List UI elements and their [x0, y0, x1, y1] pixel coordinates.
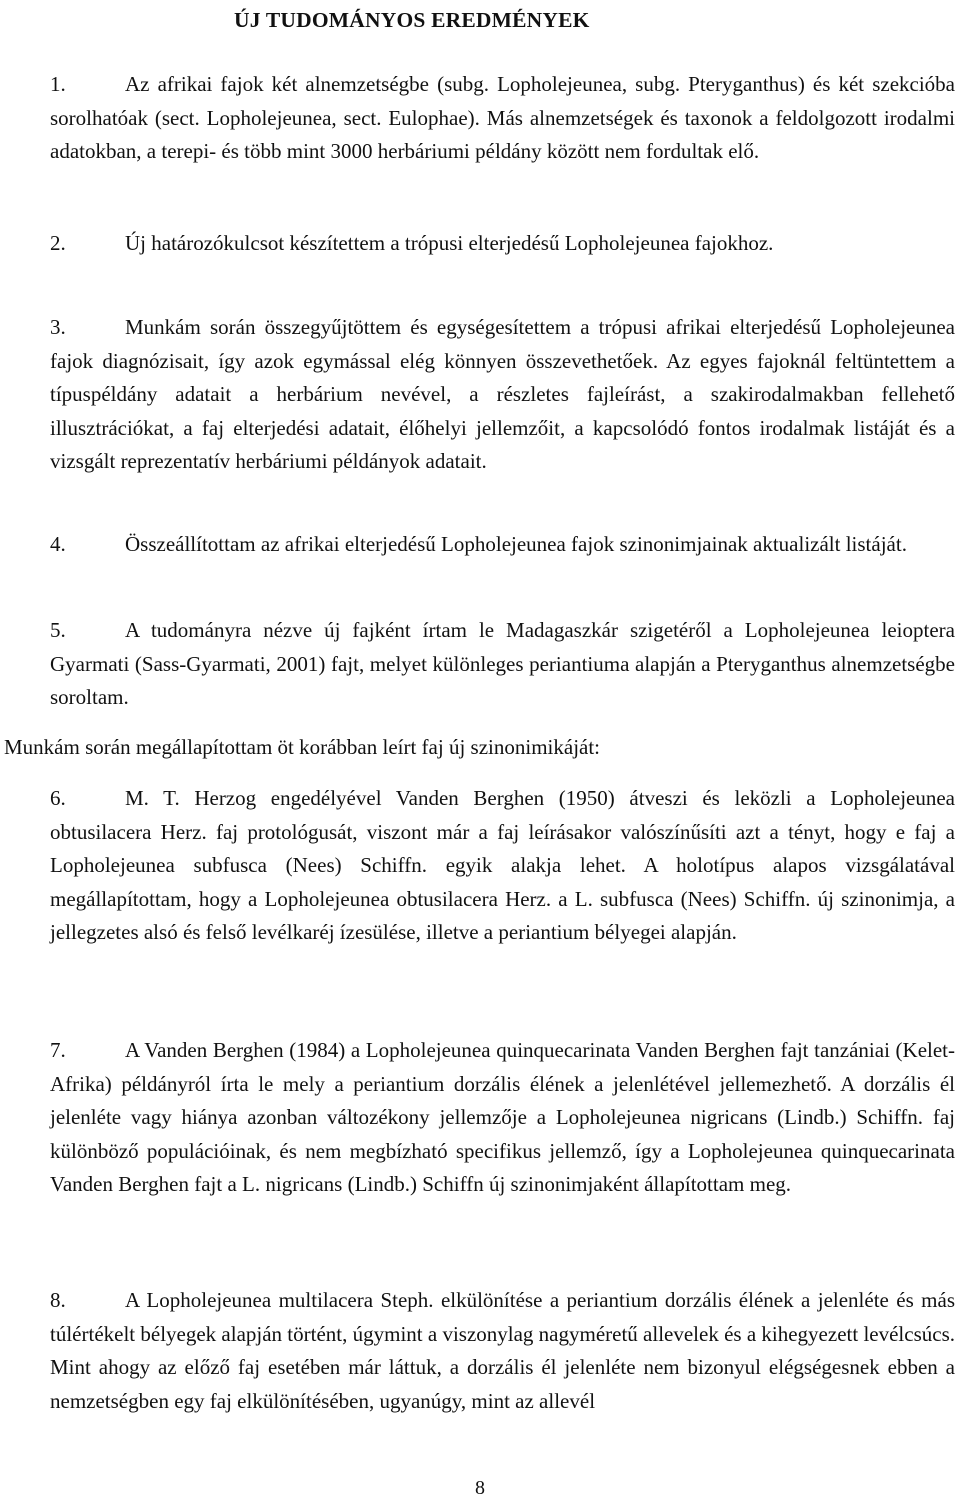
item-number: 7.	[50, 1038, 66, 1062]
result-item-4	[50, 528, 955, 562]
item-number: 2.	[50, 231, 66, 255]
result-item-1	[50, 68, 955, 169]
item-text: M. T. Herzog engedélyével Vanden Berghen (1950) átveszi és leközli a Lopholejeunea obtusilacera Herz. faj protológusát, viszont már a faj leírásakor valószínűsíti azt a tényt, hogy e faj a Lopholejeunea subfusca (Nees) Schiffn. egyik alakja lehet. A holotípus alapos vizsgálatával megállapítottam, hogy a Lopholejeunea obtusilacera Herz. a L. subfusca (Nees) Schiffn. új szinonimja, a jellegzetes alsó és felső levélkaréj ízesülése, illetve a periantium bélyegei alapján.	[50, 786, 955, 944]
result-item-8	[50, 1284, 955, 1418]
result-item-7	[50, 1034, 955, 1202]
item-number: 3.	[50, 315, 66, 339]
page-number: 8	[475, 1477, 485, 1499]
item-text: A tudományra nézve új fajként írtam le Madagaszkár szigetéről a Lopholejeunea leioptera Gyarmati (Sass-Gyarmati, 2001) fajt, melyet különleges periantiuma alapján a Pteryganthus alnemzetségbe soroltam.	[50, 618, 955, 709]
item-text: A Vanden Berghen (1984) a Lopholejeunea quinquecarinata Vanden Berghen fajt tanzániai (Kelet-Afrika) példányról írta le mely a periantium dorzális élének a jelenlétével jellemezhető. A dorzális él jelenléte vagy hiánya azonban változékony jellemzője a Lopholejeunea nigricans (Lindb.) Schiffn. faj különböző populációinak, és nem megbízható specifikus jellemző, így a Lopholejeunea quinquecarinata Vanden Berghen fajt a L. nigricans (Lindb.) Schiffn új szinonimjaként állapítottam meg.	[50, 1038, 955, 1196]
item-number: 1.	[50, 72, 66, 96]
item-number: 6.	[50, 786, 66, 810]
result-item-6	[50, 782, 955, 950]
item-text: Munkám során összegyűjtöttem és egységesítettem a trópusi afrikai elterjedésű Lopholejeunea fajok diagnózisait, így azok egymással elég könnyen összevethetőek. Az egyes fajoknál feltüntettem a típuspéldány adatait a herbárium nevével, a részletes fajleírást, a szakirodalmakban fellehető illusztrációkat, a faj elterjedési adatait, élőhelyi jellemzőit, a kapcsolódó fontos irodalmak listáját és a vizsgált reprezentatív herbáriumi példányok adatait.	[50, 315, 955, 473]
result-item-5	[50, 614, 955, 715]
page-heading: ÚJ TUDOMÁNYOS EREDMÉNYEK	[234, 8, 590, 32]
item-text: Új határozókulcsot készítettem a trópusi elterjedésű Lopholejeunea fajokhoz.	[125, 231, 774, 255]
item-text: Az afrikai fajok két alnemzetségbe (subg. Lopholejeunea, subg. Pteryganthus) és két szekcióba sorolhatóak (sect. Lopholejeunea, sect. Eulophae). Más alnemzetségek és taxonok a feldolgozott irodalmi adatokban, a terepi- és több mint 3000 herbáriumi példány között nem fordultak elő.	[50, 72, 955, 163]
item-number: 5.	[50, 618, 66, 642]
item-number: 8.	[50, 1288, 66, 1312]
synonymy-intro: Munkám során megállapítottam öt korábban leírt faj új szinonimikáját:	[4, 735, 601, 759]
result-item-3	[50, 311, 955, 479]
item-number: 4.	[50, 532, 66, 556]
item-text: A Lopholejeunea multilacera Steph. elkülönítése a periantium dorzális élének a jelenléte és más túlértékelt bélyegek alapján történt, úgymint a viszonylag nagyméretű allevelek és a kihegyezett levélcsúcs. Mint ahogy az előző faj esetében már láttuk, a dorzális él jelenléte nem bizonyul elégségesnek ebben a nemzetségben egy faj elkülönítésében, ugyanúgy, mint az allevél	[50, 1288, 955, 1413]
result-item-2	[50, 227, 955, 261]
item-text: Összeállítottam az afrikai elterjedésű Lopholejeunea fajok szinonimjainak aktualizált listáját.	[125, 532, 907, 556]
